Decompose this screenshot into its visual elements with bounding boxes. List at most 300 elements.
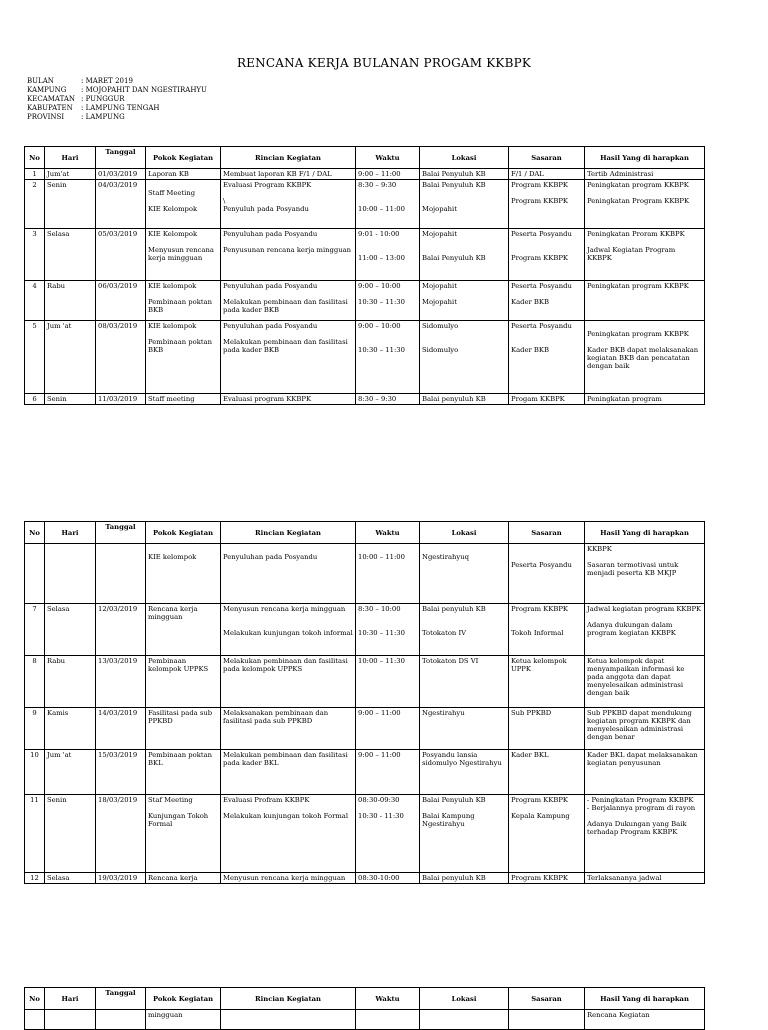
sasaran-cell bbox=[509, 750, 585, 795]
rincian-kegiatan-text bbox=[223, 613, 353, 621]
waktu-cell bbox=[356, 180, 420, 229]
no-cell: 11 bbox=[25, 795, 45, 873]
lokasi-cell bbox=[420, 1010, 509, 1030]
header-cell: Rincian Kegiatan bbox=[221, 522, 356, 544]
hari-cell: Jum'at bbox=[45, 169, 96, 180]
pokok-kegiatan-text: mingguan bbox=[148, 1011, 183, 1019]
header-cell: Sasaran bbox=[509, 522, 585, 544]
waktu-text: 10:30 – 11:30 bbox=[358, 346, 405, 354]
hari-cell: Jum 'at bbox=[45, 321, 96, 394]
sasaran-text bbox=[511, 205, 582, 213]
hasil-text bbox=[587, 613, 702, 621]
hasil-text: Sub PPKBD dapat mendukung kegiatan program KKBPK dan menyelesaikan administrasi dengan benar bbox=[587, 709, 692, 741]
header-cell: Waktu bbox=[356, 147, 420, 169]
lokasi-text bbox=[422, 197, 506, 205]
table-row bbox=[25, 180, 705, 229]
pokok-kegiatan-text: KIE kelompok bbox=[148, 553, 197, 561]
lokasi-text: Balai Penyuluh KB bbox=[422, 170, 486, 178]
rincian-kegiatan-cell bbox=[221, 544, 356, 604]
no-cell: 6 bbox=[25, 394, 45, 405]
hasil-text: Ketua kelompok dapat menyampaikan informasi ke pada anggota dan dapat menyelesaikan administrasi dengan baik bbox=[587, 657, 685, 697]
waktu-text: 8:30 – 9:30 bbox=[358, 181, 397, 189]
lokasi-text bbox=[422, 621, 506, 629]
waktu-text: 9:00 – 10:00 bbox=[358, 322, 401, 330]
sasaran-text bbox=[511, 238, 582, 246]
sasaran-text: Kader BKB bbox=[511, 298, 549, 306]
pokok-kegiatan-text: KIE Kelompok bbox=[148, 205, 198, 213]
no-cell bbox=[25, 544, 45, 604]
waktu-cell bbox=[356, 873, 420, 884]
hasil-text: Jadwal Kegiatan Program KKBPK bbox=[587, 246, 676, 262]
sasaran-text: Kepala Kampung bbox=[511, 812, 570, 820]
rincian-kegiatan-text: Evaluasi program KKBPK bbox=[223, 395, 312, 403]
pokok-kegiatan-text: KIE Kelompok bbox=[148, 230, 198, 238]
hari-cell: Rabu bbox=[45, 281, 96, 321]
hasil-cell bbox=[585, 708, 705, 750]
lokasi-text bbox=[422, 545, 506, 553]
no-cell: 12 bbox=[25, 873, 45, 884]
rincian-kegiatan-cell bbox=[221, 750, 356, 795]
lokasi-cell bbox=[420, 169, 509, 180]
lokasi-text: Balai penyuluh KB bbox=[422, 874, 486, 882]
waktu-cell bbox=[356, 544, 420, 604]
plan-table-1 bbox=[24, 146, 705, 405]
lokasi-cell bbox=[420, 604, 509, 656]
no-cell: 4 bbox=[25, 281, 45, 321]
sasaran-cell bbox=[509, 604, 585, 656]
tanggal-cell: 05/03/2019 bbox=[96, 229, 146, 281]
info-value: : LAMPUNG bbox=[81, 113, 125, 121]
lokasi-cell bbox=[420, 321, 509, 394]
info-key: PROVINSI bbox=[27, 113, 65, 121]
table-row bbox=[25, 229, 705, 281]
hasil-text: Sasaran termotivasi untuk menjadi peserta KB MKJP bbox=[587, 561, 679, 577]
tanggal-cell: 08/03/2019 bbox=[96, 321, 146, 394]
rincian-kegiatan-cell bbox=[221, 873, 356, 884]
pokok-kegiatan-cell bbox=[146, 169, 221, 180]
lokasi-cell bbox=[420, 656, 509, 708]
lokasi-text: Balai penyuluh KB bbox=[422, 395, 486, 403]
waktu-text bbox=[358, 189, 417, 197]
hasil-cell bbox=[585, 656, 705, 708]
waktu-text: 08:30-09:30 bbox=[358, 796, 400, 804]
pokok-kegiatan-text bbox=[148, 330, 218, 338]
waktu-cell bbox=[356, 750, 420, 795]
header-cell: Lokasi bbox=[420, 522, 509, 544]
sasaran-text: Program KKBPK bbox=[511, 181, 568, 189]
pokok-kegiatan-text bbox=[148, 290, 218, 298]
header-cell: Hasil Yang di harapkan bbox=[585, 988, 705, 1010]
lokasi-text bbox=[422, 238, 506, 246]
waktu-cell bbox=[356, 321, 420, 394]
rincian-kegiatan-cell bbox=[221, 1010, 356, 1030]
waktu-text: 9:00 – 11:00 bbox=[358, 709, 401, 717]
header-cell: Sasaran bbox=[509, 988, 585, 1010]
header-cell: Tanggal bbox=[96, 988, 146, 1010]
lokasi-text bbox=[422, 246, 506, 254]
sasaran-cell bbox=[509, 321, 585, 394]
header-cell: Rincian Kegiatan bbox=[221, 147, 356, 169]
waktu-cell bbox=[356, 795, 420, 873]
sasaran-text: Program KKBPK bbox=[511, 796, 568, 804]
header-cell: No bbox=[25, 522, 45, 544]
pokok-kegiatan-cell bbox=[146, 1010, 221, 1030]
sasaran-text: Ketua kelompok UPPK bbox=[511, 657, 567, 673]
waktu-cell bbox=[356, 1010, 420, 1030]
tanggal-cell: 14/03/2019 bbox=[96, 708, 146, 750]
table-row bbox=[25, 873, 705, 884]
sasaran-text bbox=[511, 1011, 582, 1019]
header-cell: Pokok Kegiatan bbox=[146, 988, 221, 1010]
pokok-kegiatan-text: Kunjungan Tokoh Formal bbox=[148, 812, 209, 828]
rincian-kegiatan-text: Melaksanakan pembinaan dan fasilitasi pada sub PPKBD bbox=[223, 709, 329, 725]
hasil-text: Jadwal kegiatan program KKBPK bbox=[587, 605, 702, 613]
lokasi-text bbox=[422, 804, 506, 812]
lokasi-text: Mojopahit bbox=[422, 282, 457, 290]
info-row bbox=[27, 77, 207, 86]
no-cell: 9 bbox=[25, 708, 45, 750]
hasil-text: Adanya dukungan dalam program kegiatan KKBPK bbox=[587, 621, 676, 637]
pokok-kegiatan-text bbox=[148, 804, 218, 812]
waktu-text bbox=[358, 330, 417, 338]
sasaran-cell bbox=[509, 169, 585, 180]
sasaran-text: Peserta Posyandu bbox=[511, 322, 572, 330]
pokok-kegiatan-text: Pembinaan poktan BKB bbox=[148, 298, 213, 314]
lokasi-text: Balai Penyuluh KB bbox=[422, 254, 486, 262]
rincian-kegiatan-text bbox=[223, 330, 353, 338]
header-cell: Pokok Kegiatan bbox=[146, 147, 221, 169]
header-cell: Lokasi bbox=[420, 147, 509, 169]
rincian-kegiatan-text: Penyuluh pada Posyandu bbox=[223, 205, 309, 213]
waktu-text bbox=[358, 621, 417, 629]
sasaran-text: Peserta Posyandu bbox=[511, 561, 572, 569]
waktu-cell bbox=[356, 394, 420, 405]
tanggal-cell: 06/03/2019 bbox=[96, 281, 146, 321]
lokasi-cell bbox=[420, 544, 509, 604]
table-header bbox=[25, 988, 705, 1010]
sasaran-cell bbox=[509, 708, 585, 750]
lokasi-text: Sidomulyo bbox=[422, 346, 459, 354]
lokasi-text bbox=[422, 338, 506, 346]
table-row bbox=[25, 656, 705, 708]
pokok-kegiatan-text: Pembinaan poktan BKL bbox=[148, 751, 213, 767]
rincian-kegiatan-text: Evaluasi Profram KKBPK bbox=[223, 796, 310, 804]
rincian-kegiatan-text bbox=[223, 804, 353, 812]
pokok-kegiatan-text: Fasilitasi pada sub PPKBD bbox=[148, 709, 213, 725]
waktu-cell bbox=[356, 281, 420, 321]
table-row bbox=[25, 394, 705, 405]
sasaran-text bbox=[511, 553, 582, 561]
waktu-cell bbox=[356, 169, 420, 180]
no-cell: 5 bbox=[25, 321, 45, 394]
info-value: : MOJOPAHIT DAN NGESTIRAHYU bbox=[81, 86, 207, 94]
waktu-text: 08:30-10:00 bbox=[358, 874, 400, 882]
rincian-kegiatan-text bbox=[223, 621, 353, 629]
hasil-text: - Peningkatan Program KKBPK bbox=[587, 796, 694, 804]
hasil-text: - Berjalannya program di rayon bbox=[587, 804, 696, 812]
no-cell: 3 bbox=[25, 229, 45, 281]
waktu-text: 11:00 – 13:00 bbox=[358, 254, 405, 262]
pokok-kegiatan-cell bbox=[146, 180, 221, 229]
sasaran-text: Sub PPKBD bbox=[511, 709, 552, 717]
info-key: BULAN bbox=[27, 77, 54, 85]
hasil-text bbox=[587, 322, 702, 330]
header-cell: Hari bbox=[45, 147, 96, 169]
hasil-cell bbox=[585, 169, 705, 180]
hasil-text: Kader BKB dapat melaksanakan kegiatan BKB dan pencatatan dengan baik bbox=[587, 346, 699, 370]
rincian-kegiatan-text: Melakukan pembinaan dan fasilitasi pada kelompok UPPKS bbox=[223, 657, 348, 673]
table-row bbox=[25, 1010, 705, 1030]
no-cell: 8 bbox=[25, 656, 45, 708]
table-header bbox=[25, 147, 705, 169]
lokasi-text bbox=[422, 189, 506, 197]
waktu-text bbox=[358, 338, 417, 346]
sasaran-cell bbox=[509, 229, 585, 281]
rincian-kegiatan-text: Membuat laporan KB F/1 / DAL bbox=[223, 170, 332, 178]
hasil-cell bbox=[585, 604, 705, 656]
header-cell: Hari bbox=[45, 988, 96, 1010]
hari-cell: Kamis bbox=[45, 708, 96, 750]
waktu-text: 10:30 - 11:30 bbox=[358, 812, 404, 820]
pokok-kegiatan-cell bbox=[146, 604, 221, 656]
rincian-kegiatan-text bbox=[223, 238, 353, 246]
sasaran-text: Program KKBPK bbox=[511, 197, 568, 205]
rincian-kegiatan-text: Melakukan kunjungan tokoh informal bbox=[223, 629, 353, 637]
table-row bbox=[25, 604, 705, 656]
sasaran-cell bbox=[509, 281, 585, 321]
lokasi-text: Balai Kampung Ngestirahyu bbox=[422, 812, 475, 828]
rincian-kegiatan-text: Penyusunan rencana kerja mingguan bbox=[223, 246, 352, 254]
header-cell: Lokasi bbox=[420, 988, 509, 1010]
pokok-kegiatan-text: Pembinaan poktan BKB bbox=[148, 338, 213, 354]
page-title: RENCANA KERJA BULANAN PROGAM KKBPK bbox=[236, 56, 532, 70]
no-cell bbox=[25, 1010, 45, 1030]
pokok-kegiatan-cell bbox=[146, 321, 221, 394]
lokasi-cell bbox=[420, 180, 509, 229]
tanggal-cell: 04/03/2019 bbox=[96, 180, 146, 229]
info-key: KECAMATAN bbox=[27, 95, 76, 103]
hasil-text: Kader BKL dapat melaksanakan kegiatan penyusunan bbox=[587, 751, 698, 767]
no-cell: 2 bbox=[25, 180, 45, 229]
hasil-text bbox=[587, 812, 702, 820]
waktu-text bbox=[358, 613, 417, 621]
table-row bbox=[25, 795, 705, 873]
waktu-cell bbox=[356, 229, 420, 281]
rincian-kegiatan-text bbox=[223, 189, 353, 197]
waktu-text: 9:01 - 10:00 bbox=[358, 230, 400, 238]
hari-cell: Senin bbox=[45, 795, 96, 873]
lokasi-text bbox=[422, 613, 506, 621]
lokasi-text bbox=[422, 1011, 506, 1019]
lokasi-cell bbox=[420, 873, 509, 884]
pokok-kegiatan-cell bbox=[146, 544, 221, 604]
waktu-text bbox=[358, 197, 417, 205]
waktu-text: 8:30 – 9:30 bbox=[358, 395, 397, 403]
lokasi-text: Balai penyuluh KB bbox=[422, 605, 486, 613]
lokasi-cell bbox=[420, 795, 509, 873]
sasaran-text: Program KKBPK bbox=[511, 254, 568, 262]
rincian-kegiatan-cell bbox=[221, 321, 356, 394]
info-block bbox=[27, 77, 207, 122]
hasil-cell bbox=[585, 281, 705, 321]
sasaran-text: Kader BKB bbox=[511, 346, 549, 354]
pokok-kegiatan-text bbox=[148, 545, 218, 553]
sasaran-text: Peserta Posyandu bbox=[511, 230, 572, 238]
rincian-kegiatan-text: Evaluasi Program KKBPK bbox=[223, 181, 312, 189]
rincian-kegiatan-cell bbox=[221, 180, 356, 229]
no-cell: 1 bbox=[25, 169, 45, 180]
waktu-text: 10:00 – 11:00 bbox=[358, 553, 405, 561]
hasil-text: Peningkatan program KKBPK bbox=[587, 330, 689, 338]
lokasi-cell bbox=[420, 750, 509, 795]
pokok-kegiatan-cell bbox=[146, 708, 221, 750]
pokok-kegiatan-cell bbox=[146, 873, 221, 884]
pokok-kegiatan-cell bbox=[146, 394, 221, 405]
pokok-kegiatan-text: Staf Meeting bbox=[148, 796, 193, 804]
rincian-kegiatan-text bbox=[223, 290, 353, 298]
hasil-text: Peningkatan program KKBPK bbox=[587, 282, 689, 290]
sasaran-text bbox=[511, 246, 582, 254]
waktu-text: 10:00 – 11:00 bbox=[358, 205, 405, 213]
hari-cell bbox=[45, 1010, 96, 1030]
waktu-text bbox=[358, 804, 417, 812]
hasil-cell bbox=[585, 750, 705, 795]
sasaran-text bbox=[511, 189, 582, 197]
header-cell: Hasil Yang di harapkan bbox=[585, 522, 705, 544]
waktu-text: 8:30 – 10:00 bbox=[358, 605, 401, 613]
lokasi-text: Totokaton DS VI bbox=[422, 657, 479, 665]
sasaran-text: Progam KKBPK bbox=[511, 395, 565, 403]
hasil-text bbox=[587, 338, 702, 346]
tanggal-cell: 01/03/2019 bbox=[96, 169, 146, 180]
header-cell: Sasaran bbox=[509, 147, 585, 169]
hasil-cell bbox=[585, 180, 705, 229]
rincian-kegiatan-cell bbox=[221, 795, 356, 873]
table-row bbox=[25, 750, 705, 795]
tanggal-cell bbox=[96, 544, 146, 604]
sasaran-cell bbox=[509, 873, 585, 884]
waktu-text bbox=[358, 1011, 417, 1019]
sasaran-cell bbox=[509, 544, 585, 604]
hari-cell: Senin bbox=[45, 394, 96, 405]
lokasi-text: Ngestirahyuq bbox=[422, 553, 469, 561]
hasil-cell bbox=[585, 1010, 705, 1030]
hasil-cell bbox=[585, 795, 705, 873]
hasil-text: Peningkatan Proram KKBPK bbox=[587, 230, 685, 238]
hasil-cell bbox=[585, 544, 705, 604]
sasaran-text bbox=[511, 545, 582, 553]
hasil-text bbox=[587, 205, 702, 213]
lokasi-cell bbox=[420, 708, 509, 750]
table-row bbox=[25, 169, 705, 180]
pokok-kegiatan-cell bbox=[146, 750, 221, 795]
lokasi-cell bbox=[420, 394, 509, 405]
sasaran-text bbox=[511, 804, 582, 812]
hari-cell bbox=[45, 544, 96, 604]
hasil-text: Tertib Administrasi bbox=[587, 170, 654, 178]
table-row bbox=[25, 321, 705, 394]
pokok-kegiatan-text: Laporan KB bbox=[148, 170, 189, 178]
lokasi-text: Mojopahit bbox=[422, 230, 457, 238]
rincian-kegiatan-cell bbox=[221, 394, 356, 405]
waktu-text bbox=[358, 246, 417, 254]
pokok-kegiatan-cell bbox=[146, 229, 221, 281]
pokok-kegiatan-text: KIE kelompok bbox=[148, 322, 197, 330]
hasil-text: Peningkatan Program KKBPK bbox=[587, 197, 690, 205]
sasaran-cell bbox=[509, 1010, 585, 1030]
lokasi-text: Mojopahit bbox=[422, 205, 457, 213]
rincian-kegiatan-cell bbox=[221, 281, 356, 321]
no-cell: 10 bbox=[25, 750, 45, 795]
header-cell: Waktu bbox=[356, 522, 420, 544]
sasaran-text bbox=[511, 290, 582, 298]
lokasi-text: Mojopahit bbox=[422, 298, 457, 306]
pokok-kegiatan-text: Rencana kerja bbox=[148, 874, 198, 882]
rincian-kegiatan-cell bbox=[221, 708, 356, 750]
pokok-kegiatan-text: KIE kelompok bbox=[148, 282, 197, 290]
sasaran-text: Kader BKL bbox=[511, 751, 549, 759]
tanggal-cell: 19/03/2019 bbox=[96, 873, 146, 884]
hasil-text: Terlaksananya jadwal bbox=[587, 874, 662, 882]
waktu-cell bbox=[356, 708, 420, 750]
hasil-cell bbox=[585, 394, 705, 405]
hari-cell: Selasa bbox=[45, 604, 96, 656]
pokok-kegiatan-text: Staff Meeting bbox=[148, 189, 196, 197]
tanggal-cell: 12/03/2019 bbox=[96, 604, 146, 656]
sasaran-text: Program KKBPK bbox=[511, 605, 568, 613]
hari-cell: Selasa bbox=[45, 873, 96, 884]
header-cell: Hasil Yang di harapkan bbox=[585, 147, 705, 169]
sasaran-cell bbox=[509, 656, 585, 708]
pokok-kegiatan-text: Menyusun rencana kerja mingguan bbox=[148, 246, 214, 262]
hasil-text bbox=[587, 189, 702, 197]
hasil-text bbox=[587, 553, 702, 561]
rincian-kegiatan-text: Melakukan pembinaan dan fasilitasi pada kader BKB bbox=[223, 338, 348, 354]
hasil-text: Rencana Kegiatan bbox=[587, 1011, 650, 1019]
info-value: : LAMPUNG TENGAH bbox=[81, 104, 160, 112]
info-row bbox=[27, 113, 207, 122]
pokok-kegiatan-text bbox=[148, 238, 218, 246]
rincian-kegiatan-text: \ bbox=[223, 197, 226, 205]
info-value: : MARET 2019 bbox=[81, 77, 133, 85]
pokok-kegiatan-text bbox=[148, 181, 218, 189]
hasil-cell bbox=[585, 321, 705, 394]
waktu-cell bbox=[356, 604, 420, 656]
lokasi-cell bbox=[420, 229, 509, 281]
hasil-text: Adanya Dukungan yang Baik terhadap Program KKBPK bbox=[587, 820, 687, 836]
info-key: KAMPUNG bbox=[27, 86, 67, 94]
sasaran-text bbox=[511, 338, 582, 346]
hasil-text bbox=[587, 238, 702, 246]
sasaran-text: F/1 / DAL bbox=[511, 170, 544, 178]
pokok-kegiatan-cell bbox=[146, 281, 221, 321]
table-row bbox=[25, 281, 705, 321]
hasil-cell bbox=[585, 229, 705, 281]
waktu-text: 9:00 – 11:00 bbox=[358, 751, 401, 759]
header-cell: Tanggal bbox=[96, 522, 146, 544]
sasaran-text: Tokoh Informal bbox=[511, 629, 564, 637]
pokok-kegiatan-text: Rencana kerja mingguan bbox=[148, 605, 198, 621]
waktu-text: 10:30 – 11:30 bbox=[358, 629, 405, 637]
waktu-text: 10:00 – 11:30 bbox=[358, 657, 405, 665]
pokok-kegiatan-text: Pembinaan kelompok UPPKS bbox=[148, 657, 209, 673]
sasaran-text bbox=[511, 613, 582, 621]
table-row bbox=[25, 708, 705, 750]
header-cell: Rincian Kegiatan bbox=[221, 988, 356, 1010]
waktu-cell bbox=[356, 656, 420, 708]
waktu-text bbox=[358, 290, 417, 298]
no-cell: 7 bbox=[25, 604, 45, 656]
